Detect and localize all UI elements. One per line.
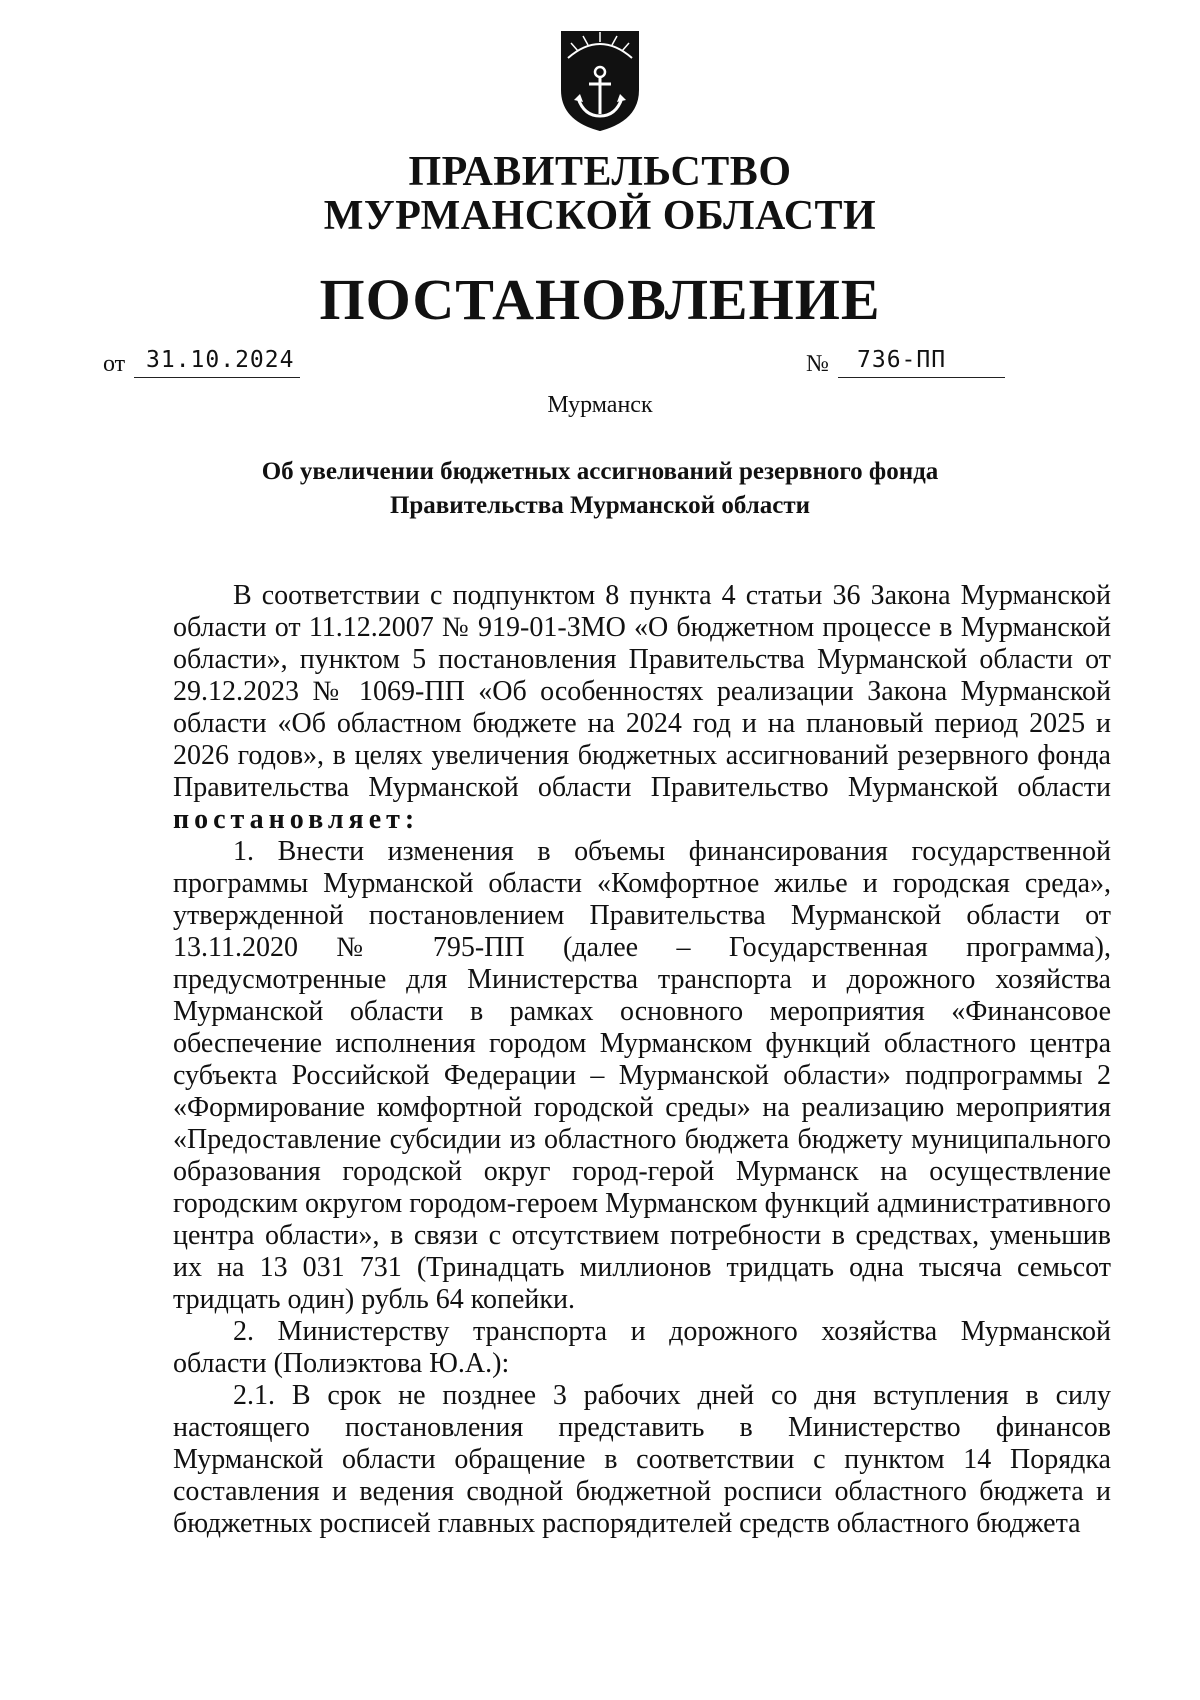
document-type-title: ПОСТАНОВЛЕНИЕ bbox=[319, 267, 881, 332]
item-1-paragraph: 1. Внести изменения в объемы финансирования государственной программы Мурманской области «Комфортное жилье и городская среда», утвержденной постановлением Правительства Мурманской области от 13.11.2020 № 795-ПП (далее – Государственная программа), предусмотренные для Министерства транспорта и дорожного хозяйства Мурманской области в рамках основного мероприятия «Финансовое обеспечение исполнения городом Мурманском функций областного центра субъекта Российской Федерации – Мурманской области» подпрограммы 2 «Формирование комфортной городской среды» на реализацию мероприятия «Предоставление субсидии из областного бюджета бюджету муниципального образования городской округ город-герой Мурманск на осуществление городским округом городом-героем Мурманском функций административного центра области», в связи с отсутствием потребности в средствах, уменьшив их на 13 031 731 (Тринадцать миллионов тридцать одна тысяча семьсот тридцать один) рубль 64 копейки. bbox=[173, 836, 1111, 1315]
org-name-line-2: МУРМАНСКОЙ ОБЛАСТИ bbox=[323, 193, 877, 239]
document-number: 736-ПП bbox=[857, 347, 947, 373]
preamble-paragraph bbox=[173, 580, 1111, 836]
number-underline bbox=[838, 377, 1005, 378]
date-prefix: от bbox=[103, 351, 126, 377]
date-underline bbox=[134, 377, 300, 378]
city-name: Мурманск bbox=[547, 392, 653, 418]
subject-line-2: Правительства Мурманской области bbox=[389, 492, 811, 519]
org-name-line-1: ПРАВИТЕЛЬСТВО bbox=[408, 149, 792, 195]
preamble-text: В соответствии с подпунктом 8 пункта 4 статьи 36 Закона Мурманской области от 11.12.2007 № 919-01-ЗМО «О бюджетном процессе в Мурманской области», пунктом 5 постановления Правительства Мурманской области от 29.12.2023 № 1069-ПП «Об особенностях реализации Закона Мурманской области «Об областном бюджете на 2024 год и на плановый период 2025 и 2026 годов», в целях увеличения бюджетных ассигнований резервного фонда Правительства Мурманской области Правительство Мурманской области bbox=[173, 580, 1111, 803]
subject-line-1: Об увеличении бюджетных ассигнований резервного фонда bbox=[261, 458, 939, 485]
item-2-paragraph: 2. Министерству транспорта и дорожного хозяйства Мурманской области (Полиэктова Ю.А.): bbox=[173, 1316, 1111, 1379]
number-prefix: № bbox=[806, 351, 829, 377]
murmansk-coat-of-arms-icon bbox=[558, 28, 642, 132]
document-body bbox=[173, 580, 1111, 1540]
item-2-1-paragraph: 2.1. В срок не позднее 3 рабочих дней со дня вступления в силу настоящего постановления представить в Министерство финансов Мурманской области обращение в соответствии с пунктом 14 Порядка составления и ведения сводной бюджетной росписи областного бюджета и бюджетных росписей главных распорядителей средств областного бюджета bbox=[173, 1380, 1111, 1539]
document-date: 31.10.2024 bbox=[146, 347, 295, 373]
resolves-word: постановляет: bbox=[173, 804, 420, 835]
